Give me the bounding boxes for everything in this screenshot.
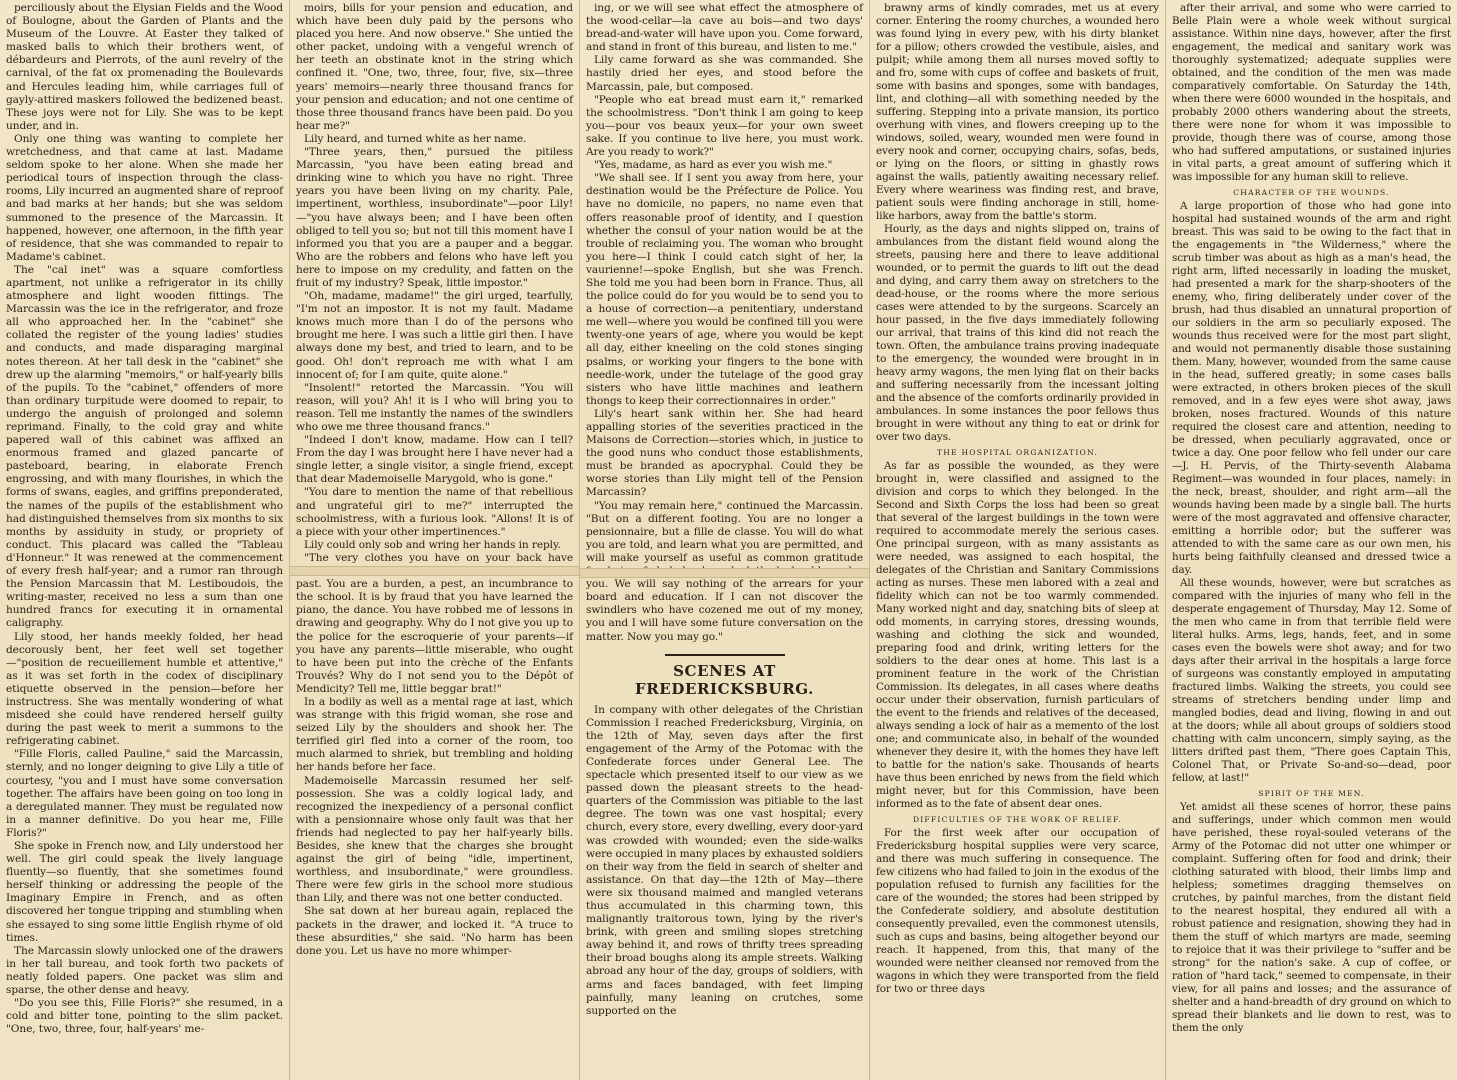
paragraph: Lily heard, and turned white as her name. (304, 132, 527, 145)
paragraph: In company with other delegates of the Christian Commission I reached Fredericksburg, Virginia, on the 12th of May, seven days after the first engagement of the Army of the Potomac with the Confederate forces under General Lee. The spectacle which presented itself to our view as we passed down the pleasant streets to the head-quarters of the Commission was pitiable to the last degree. The town was one vast hospital; every church, every store, every dwelling, every door-yard was crowded with wounded; even the side-walks were occupied in many places by exhausted soldiers on their way from the field in search of shelter and assistance. On that day—the 12th of May—there were six thousand maimed and mangled veterans thus accumulated in this charming town, this malignantly traitorous town, lying by the river's brink, with green and smiling slopes stretching away behind it, and rows of thrifty trees spreading their broad boughs along its ample streets. Walking abroad any hour of the day, groups of soldiers, with arms and faces bandaged, with feet limping painfully, many leaning on crutches, some supported on the (586, 703, 863, 1017)
paragraph: Hourly, as the days and nights slipped on, trains of ambulances from the distant field wound along the streets, pausing here and there to leave additional wounded, or to permit the guards to lift out the dead and dying, and carry them away on stretchers to the dead-house, or the rooms where the more serious cases were attended to by the surgeons. Scarcely an hour passed, in the five days immediately following our arrival, that trains of this kind did not reach the town. Often, the ambulance trains proving inadequate to the emergency, the wounded were brought in in heavy army wagons, the men lying flat on their backs and suffering necessarily from the incessant jolting and the absence of the comforts ordinarily provided in ambulances. In some instances the poor fellows thus brought in were without any thing to eat or drink for over two days. (876, 223, 1159, 443)
paragraph: brawny arms of kindly comrades, met us at every corner. Entering the roomy churches, a wounded hero was found lying in every pew, with his dirty blanket for a pillow; others crowded the vestibule, aisles, and pulpit; while among them all nurses moved softly to and fro, some with cups of coffee and baskets of fruit, some with basins and sponges, some with bandages, lint, and clothing—all with something needed by the suffering. Stepping into a private mansion, its portico overhung with vines, and flowers creeping up to the windows, soiled, weary, wounded men were found in every nook and corner, occupying chairs, sofas, beds, or lying on the floors, or sitting in ghastly rows against the walls, patiently awaiting necessary relief. Every where weariness was finding rest, and brave, patient souls were finding anchorage in still, home-like harbors, away from the battle's storm. (876, 2, 1159, 222)
paragraph: "Three years, then," pursued the pitiless Marcassin, "you have been eating bread and drinking wine to which you have no right. Three years you have been living on my charity. Pale, impertinent, worthless, insubordinate"—poor Lily!—"you have always been; and I have been often obliged to tell you so; but not till this moment have I informed you that you are a pauper and a beggar. Who are the robbers and felons who have left you here to impose on my credulity, and fatten on the fruit of my industry? Speak, little impostor." (296, 146, 573, 289)
paragraph: Only one thing was wanting to complete her wretchedness, and that came at last. Madame seldom spoke to her alone. When she made her periodical tours of inspection through the class-rooms, Lily incurred an augmented share of reproof and bad marks at her hands; but she was seldom summoned to the presence of the Marcassin. It happened, however, one afternoon, in the fifth year of residence, that she was commanded to repair to Madame's cabinet. (6, 132, 283, 263)
section-rule (665, 654, 785, 656)
paragraph: The "cal inet" was a square comfortless apartment, not unlike a refrigerator in its chilly atmosphere and light wooden fittings. The Marcassin was the ice in the refrigerator, and froze all who approached her. In the "cabinet" she collated the register of the young ladies' studies and conducts, and made disparaging marginal notes thereon. At her tall desk in the "cabinet" she drew up the alarming "memoirs," or half-yearly bills of the pupils. To the "cabinet," offenders of more than ordinary turpitude were doomed to repair, to undergo the anguish of prolonged and solemn reprimand. Finally, to the cold gray and white papered wall of this cabinet was affixed an enormous framed and glazed pancarte of pasteboard, bearing, in elaborate French engrossing, and with many flourishes, in which the forms of swans, eagles, and griffins preponderated, the names of the pupils of the establishment who had distinguished themselves from six months to six months by assiduity in study, or propriety of conduct. This placard was called the "Tableau d'Honneur." It was renewed at the commencement of every fresh half-year; and a rumor ran through the Pension Marcassin that M. Lestiboudois, the writing-master, received no less a sum than one hundred francs for executing it in ornamental caligraphy. (6, 263, 283, 630)
paragraph: In a bodily as well as a mental rage at last, which was strange with this frigid woman, she rose and seized Lily by the shoulders and shook her. The terrified girl fled into a corner of the room, too much alarmed to shriek, but trembling and holding her hands before her face. (296, 695, 573, 774)
paragraph: "Do you see this, Fille Floris?" she resumed, in a cold and bitter tone, pointing to the slim packet. "One, two, three, four, half-years' me- (6, 997, 283, 1036)
paragraph: Lily came forward as she was commanded. She hastily dried her eyes, and stood before the Marcassin, pale, but composed. (586, 54, 863, 93)
paragraph: "People who eat bread must earn it," remarked the schoolmistress. "Don't think I am going to keep you—pour vos beaux yeux—for your own sweet sake. If you continue to live here, you must work. Are you ready to work?" (586, 93, 863, 159)
paragraph: "You dare to mention the name of that rebellious and ungrateful girl to me?" interrupted the schoolmistress, with a furious look. "Allons! It is of a piece with your other impertinences." (296, 486, 573, 538)
paragraph: "Fille Floris, called Pauline," said the Marcassin, sternly, and no longer deigning to give Lily a title of courtesy, "you and I must have some conversation together. The affairs have been going on too long in a deregulated manner. They must be regulated now in a manner definitive. Do you hear me, Fille Floris?" (6, 748, 283, 839)
article-headline: SCENES AT FREDERICKSBURG. (634, 661, 814, 698)
paragraph: "Indeed I don't know, madame. How can I tell? From the day I was brought here I have never had a single letter, a single visitor, a single friend, except that dear Mademoiselle Marygold, who is gone." (296, 434, 573, 486)
paragraph: The Marcassin slowly unlocked one of the drawers in her tall bureau, and took forth two packets of neatly folded papers. One packet was slim and sparse, the other dense and heavy. (6, 944, 283, 997)
column-5 (1166, 0, 1457, 1080)
paragraph: Lily's heart sank within her. She had heard appalling stories of the severities practiced in the Maisons de Correction—stories which, in justice to the good nuns who conduct those establishments, must be branded as apocryphal. Could they be worse stories than Lily might tell of the Pension Marcassin? (586, 407, 863, 499)
paragraph: "Yes, madame, as hard as ever you wish me." (594, 159, 833, 172)
section-subhead: DIFFICULTIES OF THE WORK OF RELIEF. (912, 815, 1123, 824)
paragraph: after their arrival, and some who were carried to Belle Plain were a whole week without surgical assistance. Within nine days, however, after the first engagement, the medical and sanitary work was thoroughly systematized; adequate supplies were obtained, and the condition of the men was made comparatively comfortable. On Saturday the 14th, when there were 6000 wounded in the hospitals, and probably 2000 others wandering about the streets, there were none for whom it was impossible to provide, though there was of course, among those who had suffered amputations, or sustained injuries in vital parts, a great amount of suffering which it was impossible for any human skill to relieve. (1172, 2, 1451, 183)
paper-seam (290, 566, 579, 576)
paragraph: For the first week after our occupation of Fredericksburg hospital supplies were very scarce, and there was much suffering in consequence. The few citizens who had failed to join in the exodus of the population refused to furnish any facilities for the care of the wounded; the stores had been stripped by the Confederate soldiery, and absolute destitution consequently prevailed, even the commonest utensils, such as cups and basins, being altogether beyond our reach. It happened, from this, that many of the wounded were neither cleansed nor removed from the wagons in which they were transported from the field for two or three days (876, 827, 1159, 995)
paragraph: "Insolent!" retorted the Marcassin. "You will reason, will you? Ah! it is I who will bring you to reason. Tell me instantly the names of the swindlers who owe me three thousand francs." (296, 381, 573, 433)
section-subhead: SPIRIT OF THE MEN. (1258, 789, 1365, 798)
paragraph: ing, or we will see what effect the atmosphere of the wood-cellar—la cave au bois—and two days' bread-and-water will have upon you. Come forward, and stand in front of this bureau, and listen to me." (586, 2, 863, 54)
paragraph: A large proportion of those who had gone into hospital had sustained wounds of the arm and right breast. This was said to be owing to the fact that in the engagements in "the Wilderness," where the scrub timber was about as high as a man's head, the right arm, lifted necessarily in loading the musket, had presented a mark for the sharp-shooters of the enemy, who, firing deliberately under cover of the brush, had thus disabled an unnatural proportion of our soldiers in the arm so peculiarly exposed. The wounds thus received were for the most part slight, and would not permanently disable those sustaining them. Many, however, wounded from the same cause in the head, suffered greatly; in some cases balls were extracted, in others broken pieces of the skull removed, and in a few eyes were shot away, jaws broken, noses fractured. Wounds of this nature required the closest care and attention, needing to be dressed, when peculiarly aggravated, once or twice a day. One poor fellow who fell under our care—J. H. Pervis, of the Thirty-seventh Alabama Regiment—was wounded in four places, namely: in the neck, breast, shoulder, and right arm—all the wounds having been made by a single ball. The hurts were of the most aggravated and offensive character, emitting a horrible odor; but the sufferer was attended to with the same care as our own men, his hurts being faithfully cleansed and dressed twice a day. (1172, 200, 1451, 576)
paragraph: "Oh, madame, madame!" the girl urged, tearfully, "I'm not an impostor. It is not my fault. Madame knows much more than I do of the persons who brought me here. I was such a little girl then. I have always done my best, and tried to learn, and to be good. Oh! don't reproach me with what I am innocent of; for I am quite, quite alone." (296, 290, 573, 381)
paragraph: Lily stood, her hands meekly folded, her head decorously bent, her feet well set together—"position de recueillement humble et attentive," as it was set forth in the codex of disciplinary etiquette observed in the pension—before her instructress. She was mentally wondering of what misdeed she could have rendered herself guilty during the past week to merit a summons to the refrigerating cabinet. (6, 630, 283, 748)
section-subhead: THE HOSPITAL ORGANIZATION. (937, 448, 1098, 457)
column-2 (290, 0, 580, 1080)
section-subhead: CHARACTER OF THE WOUNDS. (1233, 188, 1390, 197)
column-1 (0, 0, 290, 1080)
paragraph: perciliously about the Elysian Fields and the Wood of Boulogne, about the Garden of Plants and the Museum of the Louvre. At Easter they talked of masked balls to which their brothers went, of débardeurs and Pierrots, of the aunl revelry of the carnival, of the fat ox promenading the Boulevards and Hercules leading him, while carriages full of gayly-attired maskers followed the bedizened beast. These joys were not for Lily. She was to be kept under, and in. (6, 2, 283, 132)
paragraph: Mademoiselle Marcassin resumed her self-possession. She was a coldly logical lady, and recognized the inexpediency of a personal conflict with a pensionnaire whose only fault was that her friends had neglected to pay her half-yearly bills. Besides, she knew that the charges she brought against the girl of being "idle, impertinent, worthless, and insubordinate," were groundless. There were few girls in the school more studious than Lily, and there was not one better conducted. (296, 774, 573, 905)
paragraph: "The very clothes you have on your back have past. You are a burden, a pest, an incumbrance to the school. It is by fraud that you have learned the piano, the dance. You have robbed me of lessons in drawing and geography. Why do I not give you up to the police for the escroquerie of your parents—if you have any parents—little miserable, who ought to have been put into the crèche of the Enfants Trouvés? Why do I not send you to the Dépôt of Mendicity? Tell me, little beggar brat!" (296, 551, 573, 695)
paragraph: moirs, bills for your pension and education, and which have been duly paid by the persons who placed you here. And now observe." She untied the other packet, undoing with a vengeful wrench of her teeth an obstinate knot in the string which confined it. "One, two, three, four, five, six—three years' memoirs—nearly three thousand francs for your pension and education; and not one centime of those three thousand francs have been paid. Do you hear me?" (296, 2, 573, 132)
paragraph: "We shall see. If I sent you away from here, your destination would be the Préfecture de Police. You have no domicile, no papers, no name even that offers reasonable proof of identity, and I question whether the consul of your nation would be at the trouble of reclaiming you. The woman who brought you here—I think I could catch sight of her, la vaurienne!—spoke English, but she was French. She told me you had been born in France. Thus, all the police could do for you would be to send you to a house of correction—a penitentiary, understand me well—where you would be confined till you were twenty-one years of age, where you would be kept all day, either kneeling on the cold stones singing psalms, or working your fingers to the bone with needle-work, under the tutelage of the good gray sisters who have little machines and leathern thongs to keep their correctionnaires in order." (586, 172, 863, 407)
paragraph: She spoke in French now, and Lily understood her well. The girl could speak the lively language fluently—so fluently, that she sometimes found herself thinking or addressing the people of the Imaginary Empire in French, and as often discovered her tongue tripping and stumbling when she essayed to sing some little English rhyme of old times. (6, 840, 283, 944)
paper-seam (580, 568, 869, 578)
paragraph: Lily could only sob and wring her hands in reply. (304, 538, 561, 551)
column-4 (870, 0, 1166, 1080)
paragraph: As far as possible the wounded, as they were brought in, were classified and assigned to the division and corps to which they belonged. In the Second and Sixth Corps the loss had been so great that several of the largest buildings in the town were required to accommodate merely the serious cases. One principal surgeon, with as many assistants as were needed, was assigned to each hospital, the delegates of the Christian and Sanitary Commissions acting as nurses. These men labored with a zeal and fidelity which can not be too warmly commended. Many worked night and day, snatching bits of sleep at odd moments, in carrying stores, dressing wounds, washing and clothing the sick and wounded, preparing food and drink, writing letters for the soldiers to the dear ones at home. This last is a prominent feature in the work of the Christian Commission. Its delegates, in all cases where deaths occur under their observation, furnish particulars of the event to the friends and relatives of the deceased, always sending a lock of hair as a memento of the lost one; and communicate also, in behalf of the wounded whenever they desire it, with the homes they have left to battle for the nation's sake. Thousands of hearts have thus been enriched by news from the field which might never, but for this Commission, have been informed as to the fate of absent dear ones. (876, 460, 1159, 810)
paragraph: "You may remain here," continued the Marcassin. "But on a different footing. You are no longer a pensionnaire, but a fille de classe. You will do what you are told, and learn what you are permitted, and will make yourself as useful as common gratitude you. We will say nothing of the arrears for your board and education. If I can not discover the swindlers who have cozened me out of my money, you and I will have some future conversation on the matter. Now you may go." (586, 499, 863, 643)
column-3 (580, 0, 870, 1080)
paragraph: All these wounds, however, were but scratches as compared with the injuries of many who fell in the desperate engagement of Thursday, May 12. Some of the men who came in from that terrible field were literal hulks. Arms, legs, hands, feet, and in some cases even the bowels were shot away; and for two days after their arrival in the hospitals a large force of surgeons was constantly employed in amputating fractured limbs. Walking the streets, you could see streams of stretchers bending under limp and mangled bodies, dead and living, flowing in and out at the doors; while all about groups of soldiers stood chatting with calm unconcern, simply saying, as the litters drifted past them, "There goes Captain This, Colonel That, or Private So-and-so—dead, poor fellow, at last!" (1172, 577, 1451, 784)
paragraph: She sat down at her bureau again, replaced the packets in the drawer, and locked it. "A truce to these absurdities," she said. "No harm has been done you. Let us have no more whimper- (296, 905, 573, 957)
paragraph: Yet amidst all these scenes of horror, these pains and sufferings, under which common men would have perished, these royal-souled veterans of the Army of the Potomac did not utter one whimper or complaint. Suffering often for food and drink; their clothing saturated with blood, their limbs limp and helpless; sometimes dragging themselves on crutches, by painful marches, from the distant field to the nearest hospital, they endured all with a robust patience and resignation, showing they had in them the stuff of which martyrs are made, seeming to rejoice that it was their privilege to "suffer and be strong" for the nation's sake. A cup of coffee, or ration of "hard tack," seemed to compensate, in their view, for all pains and losses; and the assurance of shelter and a hand-breadth of dry ground on which to spread their blankets and lie down to rest, was to them the only (1172, 801, 1451, 1034)
